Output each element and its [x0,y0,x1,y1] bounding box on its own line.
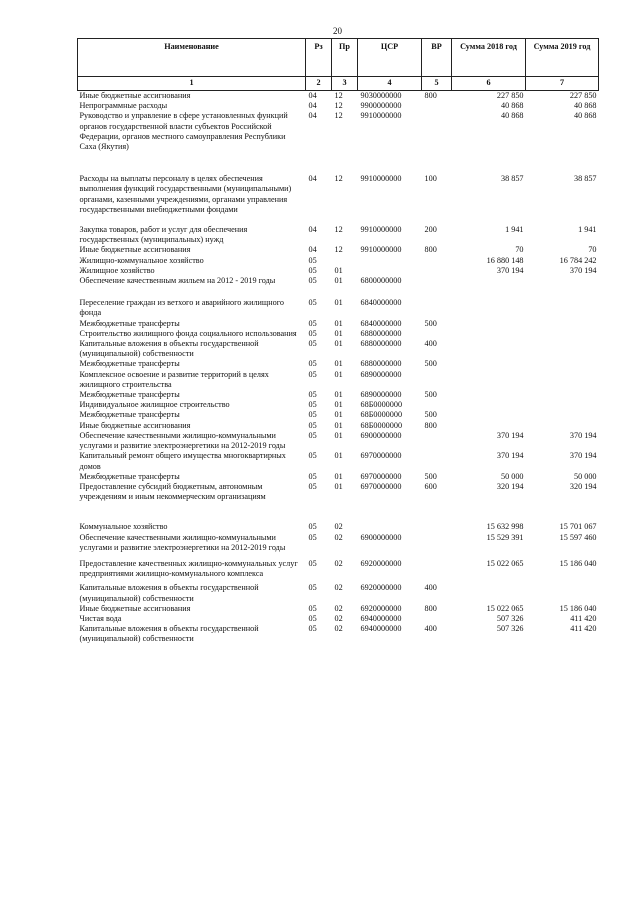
row-name-cell: Иные бюджетные ассигнования [79,603,191,613]
row-name-cell: Иные бюджетные ассигнования [79,91,191,100]
row-csr-cell: 6940000000 [360,624,402,634]
row-sum-2019-cell: 370 194 [569,451,597,461]
row-sum-2019-cell [526,390,599,400]
row-spacer [78,152,599,174]
row-vr-cell [422,276,452,286]
row-csr-cell: 68Б0000000 [360,400,403,410]
row-csr-cell: 6970000000 [360,471,402,481]
row-pr-cell: 02 [334,624,343,634]
row-rz-cell: 05 [308,265,317,275]
row-csr-cell: 6880000000 [360,359,402,369]
row-sum-2019-cell: 370 194 [569,265,597,275]
row-spacer [78,215,599,225]
row-name-cell: Обеспечение качественными жилищно-коммунальными услугами и развитие электроэнергетики на 2012-2019 годы [79,430,286,451]
row-name-cell: Непрограммные расходы [79,101,168,111]
column-number: 4 [358,77,422,91]
row-name-cell: Строительство жилищного фонда социального использования [79,328,297,338]
row-vr-cell [422,614,452,624]
row-vr-cell: 800 [424,245,437,255]
row-rz-cell: 05 [308,603,317,613]
row-name-cell: Обеспечение качественными жилищно-коммунальными услугами и развитие электроэнергетики на 2012-2019 годы [79,532,286,552]
row-pr-cell: 02 [334,603,343,613]
table-row [78,400,599,410]
row-sum-2018-cell: 507 326 [496,613,524,623]
row-vr-cell: 400 [424,339,437,349]
row-rz-cell: 05 [308,558,317,568]
row-csr-cell: 6890000000 [360,369,402,379]
table-row [78,339,599,359]
row-sum-2018-cell: 15 632 998 [486,522,524,532]
row-name-cell: Межбюджетные трансферты [79,471,180,481]
row-pr-cell: 01 [334,359,343,369]
row-name-cell: Капитальные вложения в объекты государственной (муниципальной) собственности [79,624,259,644]
row-vr-cell: 200 [424,225,437,235]
row-csr-cell: 9030000000 [360,91,402,100]
row-rz-cell: 05 [308,298,317,308]
row-name-cell: Расходы на выплаты персоналу в целях обеспечения выполнения функций государственными (муниципальными) органами, казенными учреждениями, органами управления государственными внебюджетными фондами [79,174,292,214]
row-name-cell: Предоставление субсидий бюджетным, автономным учреждениям и иным некоммерческим организациям [79,481,266,502]
table-row [78,111,599,152]
row-vr-cell: 600 [424,481,437,491]
row-sum-2019-cell: 370 194 [569,430,597,440]
row-csr-cell: 6920000000 [360,603,402,613]
row-rz-cell: 05 [308,359,317,369]
row-pr-cell: 12 [334,245,343,255]
row-name-cell: Межбюджетные трансферты [79,410,180,420]
row-pr-cell: 12 [334,91,343,100]
row-csr-cell [358,522,422,532]
row-name-cell: Капитальный ремонт общего имущества многоквартирных домов [79,451,286,471]
row-csr-cell: 6900000000 [360,532,402,542]
row-name-cell: Закупка товаров, работ и услуг для обеспечения государственных (муниципальных) нужд [79,225,248,245]
row-sum-2018-cell [452,400,526,410]
column-number: 2 [306,77,332,91]
table-row [78,482,599,502]
row-sum-2019-cell [526,276,599,286]
row-sum-2018-cell: 40 868 [500,111,524,121]
row-pr-cell [332,256,358,266]
row-pr-cell: 01 [334,420,343,430]
table-row [78,225,599,245]
row-sum-2019-cell: 15 597 460 [559,532,597,542]
row-vr-cell [422,329,452,339]
row-name-cell: Капитальные вложения в объекты государственной (муниципальной) собственности [79,583,259,603]
table-row [78,101,599,111]
row-rz-cell: 04 [308,225,317,235]
row-pr-cell: 02 [334,522,343,532]
row-vr-cell [422,101,452,111]
row-pr-cell: 12 [334,225,343,235]
row-csr-cell: 6900000000 [360,430,402,440]
row-sum-2019-cell: 1 941 [578,225,597,235]
table-row [78,472,599,482]
row-pr-cell: 02 [334,532,343,542]
row-sum-2018-cell: 70 [515,245,524,255]
row-csr-cell: 9910000000 [360,174,402,184]
row-rz-cell: 04 [308,101,317,111]
table-row [78,319,599,329]
row-sum-2018-cell: 507 326 [496,624,524,634]
header-pr: Пр [332,39,358,77]
row-vr-cell [422,451,452,471]
row-sum-2019-cell: 40 868 [573,111,597,121]
row-sum-2018-cell [452,421,526,431]
row-vr-cell [422,370,452,390]
row-rz-cell: 04 [308,111,317,121]
row-sum-2019-cell: 411 420 [570,624,597,634]
row-sum-2018-cell: 15 529 391 [486,532,524,542]
row-rz-cell: 04 [308,174,317,184]
row-rz-cell: 05 [308,400,317,410]
row-name-cell: Иные бюджетные ассигнования [79,245,191,255]
row-csr-cell: 6970000000 [360,451,402,461]
row-sum-2018-cell [452,319,526,329]
row-sum-2018-cell: 227 850 [496,91,524,100]
row-sum-2019-cell [526,400,599,410]
table-body [78,91,599,645]
row-rz-cell: 05 [308,318,317,328]
column-number-row [78,77,599,91]
row-sum-2018-cell: 370 194 [496,265,524,275]
row-vr-cell: 800 [424,603,437,613]
row-rz-cell: 05 [308,339,317,349]
row-sum-2019-cell: 411 420 [570,613,597,623]
row-rz-cell: 05 [308,624,317,634]
header-rz: Рз [306,39,332,77]
table-row [78,583,599,603]
table-row [78,298,599,318]
row-sum-2019-cell: 15 701 067 [559,522,597,532]
row-sum-2019-cell [526,370,599,390]
row-sum-2018-cell [452,583,526,603]
row-pr-cell: 01 [334,369,343,379]
row-vr-cell: 800 [424,91,437,100]
row-vr-cell: 100 [424,174,437,184]
column-number: 3 [332,77,358,91]
row-pr-cell: 12 [334,174,343,184]
row-vr-cell: 800 [424,420,437,430]
row-name-cell: Индивидуальное жилищное строительство [79,400,230,410]
row-rz-cell: 04 [308,245,317,255]
row-sum-2018-cell: 16 880 148 [486,255,524,265]
row-sum-2019-cell [526,329,599,339]
table-row [78,174,599,215]
row-csr-cell: 9910000000 [360,111,402,121]
row-rz-cell: 05 [308,532,317,542]
row-pr-cell: 01 [334,481,343,491]
table-row [78,522,599,532]
row-sum-2019-cell: 50 000 [573,471,597,481]
row-name-cell: Межбюджетные трансферты [79,359,180,369]
row-sum-2019-cell [526,421,599,431]
row-rz-cell: 05 [308,410,317,420]
row-vr-cell [422,111,452,152]
row-sum-2018-cell [452,298,526,318]
budget-table [77,38,599,645]
table-row [78,451,599,471]
row-vr-cell [422,256,452,266]
row-sum-2019-cell: 15 186 040 [559,558,597,568]
row-sum-2019-cell: 16 784 242 [559,255,597,265]
row-csr-cell: 6880000000 [360,339,402,349]
row-name-cell: Межбюджетные трансферты [79,318,180,328]
row-csr-cell: 68Б0000000 [360,410,403,420]
table-row [78,256,599,266]
row-csr-cell [358,256,422,266]
row-csr-cell: 68Б0000000 [360,420,403,430]
row-name-cell: Комплексное освоение и развитие территорий в целях жилищного строительства [79,369,269,389]
row-name-cell: Руководство и управление в сфере установленных функций органов государственной власти субъектов Российской Федерации, органов местного самоуправления Республики Саха (Якутия) [79,111,288,152]
row-rz-cell: 05 [308,583,317,593]
row-vr-cell [422,266,452,276]
header-vr: ВР [422,39,452,77]
header-name: Наименование [78,39,306,77]
table-row [78,624,599,644]
row-vr-cell [422,400,452,410]
header-sum-2018: Сумма 2018 год [452,39,526,77]
row-pr-cell: 02 [334,558,343,568]
table-row [78,91,599,102]
row-sum-2019-cell [526,319,599,329]
row-spacer [78,286,599,298]
page-number: 20 [333,26,342,36]
row-sum-2018-cell [452,329,526,339]
row-rz-cell: 05 [308,420,317,430]
row-sum-2018-cell: 40 868 [500,101,524,111]
row-vr-cell: 500 [424,471,437,481]
row-rz-cell: 05 [308,390,317,400]
row-sum-2019-cell: 70 [588,245,597,255]
row-name-cell: Коммунальное хозяйство [79,522,168,532]
row-vr-cell: 500 [424,359,437,369]
row-csr-cell: 6940000000 [360,613,402,623]
row-sum-2019-cell: 40 868 [573,101,597,111]
row-name-cell: Предоставление качественных жилищно-коммунальных услуг предприятиями жилищно-коммунального комплекса [79,558,298,579]
row-pr-cell: 01 [334,339,343,349]
row-vr-cell [422,559,452,579]
header-sum-2019: Сумма 2019 год [526,39,599,77]
table-row [78,410,599,420]
row-name-cell: Иные бюджетные ассигнования [79,420,191,430]
row-csr-cell: 6880000000 [360,328,402,338]
row-csr-cell: 6920000000 [360,558,402,568]
column-number: 7 [526,77,599,91]
row-sum-2018-cell: 320 194 [496,481,524,491]
row-rz-cell: 05 [308,451,317,461]
row-pr-cell: 01 [334,430,343,440]
row-sum-2018-cell: 38 857 [500,174,524,184]
row-sum-2018-cell: 370 194 [496,451,524,461]
row-name-cell: Жилищное хозяйство [79,265,155,275]
row-vr-cell: 500 [424,318,437,328]
row-name-cell: Капитальные вложения в объекты государственной (муниципальной) собственности [79,339,259,359]
header-row [78,39,599,77]
row-rz-cell: 04 [308,91,317,100]
row-rz-cell: 05 [308,276,317,286]
row-sum-2019-cell [526,359,599,369]
column-number: 5 [422,77,452,91]
row-csr-cell: 6840000000 [360,318,402,328]
row-sum-2019-cell [526,298,599,318]
row-sum-2018-cell [452,410,526,420]
table-row [78,370,599,390]
row-sum-2018-cell [452,339,526,359]
row-rz-cell: 05 [308,255,317,265]
row-sum-2018-cell: 15 022 065 [486,603,524,613]
table-row [78,614,599,624]
table-row [78,266,599,276]
row-vr-cell: 400 [424,624,437,634]
table-row [78,421,599,431]
row-spacer [78,502,599,522]
row-sum-2019-cell [526,339,599,359]
row-name-cell: Жилищно-коммунальное хозяйство [79,255,204,265]
table-row [78,533,599,553]
row-csr-cell: 6800000000 [360,276,402,286]
row-csr-cell: 6970000000 [360,481,402,491]
table-row [78,431,599,451]
row-sum-2019-cell: 15 186 040 [559,603,597,613]
row-pr-cell: 01 [334,400,343,410]
row-pr-cell: 12 [334,111,343,121]
row-name-cell: Чистая вода [79,613,122,623]
row-sum-2019-cell: 227 850 [569,91,597,100]
row-sum-2019-cell [526,583,599,603]
table-row [78,245,599,255]
table-row [78,359,599,369]
row-sum-2019-cell [526,410,599,420]
row-csr-cell: 6840000000 [360,298,402,308]
row-pr-cell: 01 [334,276,343,286]
row-name-cell: Переселение граждан из ветхого и аварийного жилищного фонда [79,298,284,318]
row-vr-cell: 500 [424,410,437,420]
row-vr-cell [422,533,452,553]
row-pr-cell: 01 [334,328,343,338]
row-pr-cell: 01 [334,265,343,275]
row-vr-cell: 500 [424,390,437,400]
table-row [78,604,599,614]
row-rz-cell: 05 [308,481,317,491]
row-name-cell: Обеспечение качественным жильем на 2012 - 2019 годы [79,276,276,286]
header-csr: ЦСР [358,39,422,77]
row-sum-2018-cell: 1 941 [505,225,524,235]
row-rz-cell: 05 [308,471,317,481]
table-row [78,276,599,286]
row-pr-cell: 02 [334,613,343,623]
row-sum-2018-cell: 370 194 [496,430,524,440]
row-sum-2019-cell: 320 194 [569,481,597,491]
row-csr-cell: 9900000000 [360,101,402,111]
row-vr-cell [422,431,452,451]
row-rz-cell: 05 [308,430,317,440]
row-csr-cell: 9910000000 [360,245,402,255]
row-pr-cell: 12 [334,101,343,111]
row-csr-cell: 9910000000 [360,225,402,235]
row-sum-2018-cell [452,276,526,286]
row-pr-cell: 01 [334,471,343,481]
row-sum-2018-cell [452,359,526,369]
row-rz-cell: 05 [308,369,317,379]
row-rz-cell: 05 [308,328,317,338]
table-row [78,329,599,339]
row-sum-2018-cell: 15 022 065 [486,558,524,568]
row-csr-cell: 6890000000 [360,390,402,400]
table-row [78,390,599,400]
row-pr-cell: 01 [334,298,343,308]
row-sum-2018-cell: 50 000 [500,471,524,481]
row-pr-cell: 02 [334,583,343,593]
table-row [78,559,599,579]
column-number: 1 [78,77,306,91]
column-number: 6 [452,77,526,91]
row-rz-cell: 05 [308,613,317,623]
row-rz-cell: 05 [308,522,317,532]
row-pr-cell: 01 [334,410,343,420]
row-pr-cell: 01 [334,451,343,461]
row-vr-cell [422,522,452,532]
row-vr-cell: 400 [424,583,437,593]
row-sum-2018-cell [452,370,526,390]
row-csr-cell [358,266,422,276]
row-sum-2019-cell: 38 857 [573,174,597,184]
row-vr-cell [422,298,452,318]
row-sum-2018-cell [452,390,526,400]
row-pr-cell: 01 [334,318,343,328]
row-name-cell: Межбюджетные трансферты [79,390,180,400]
row-pr-cell: 01 [334,390,343,400]
row-csr-cell: 6920000000 [360,583,402,593]
